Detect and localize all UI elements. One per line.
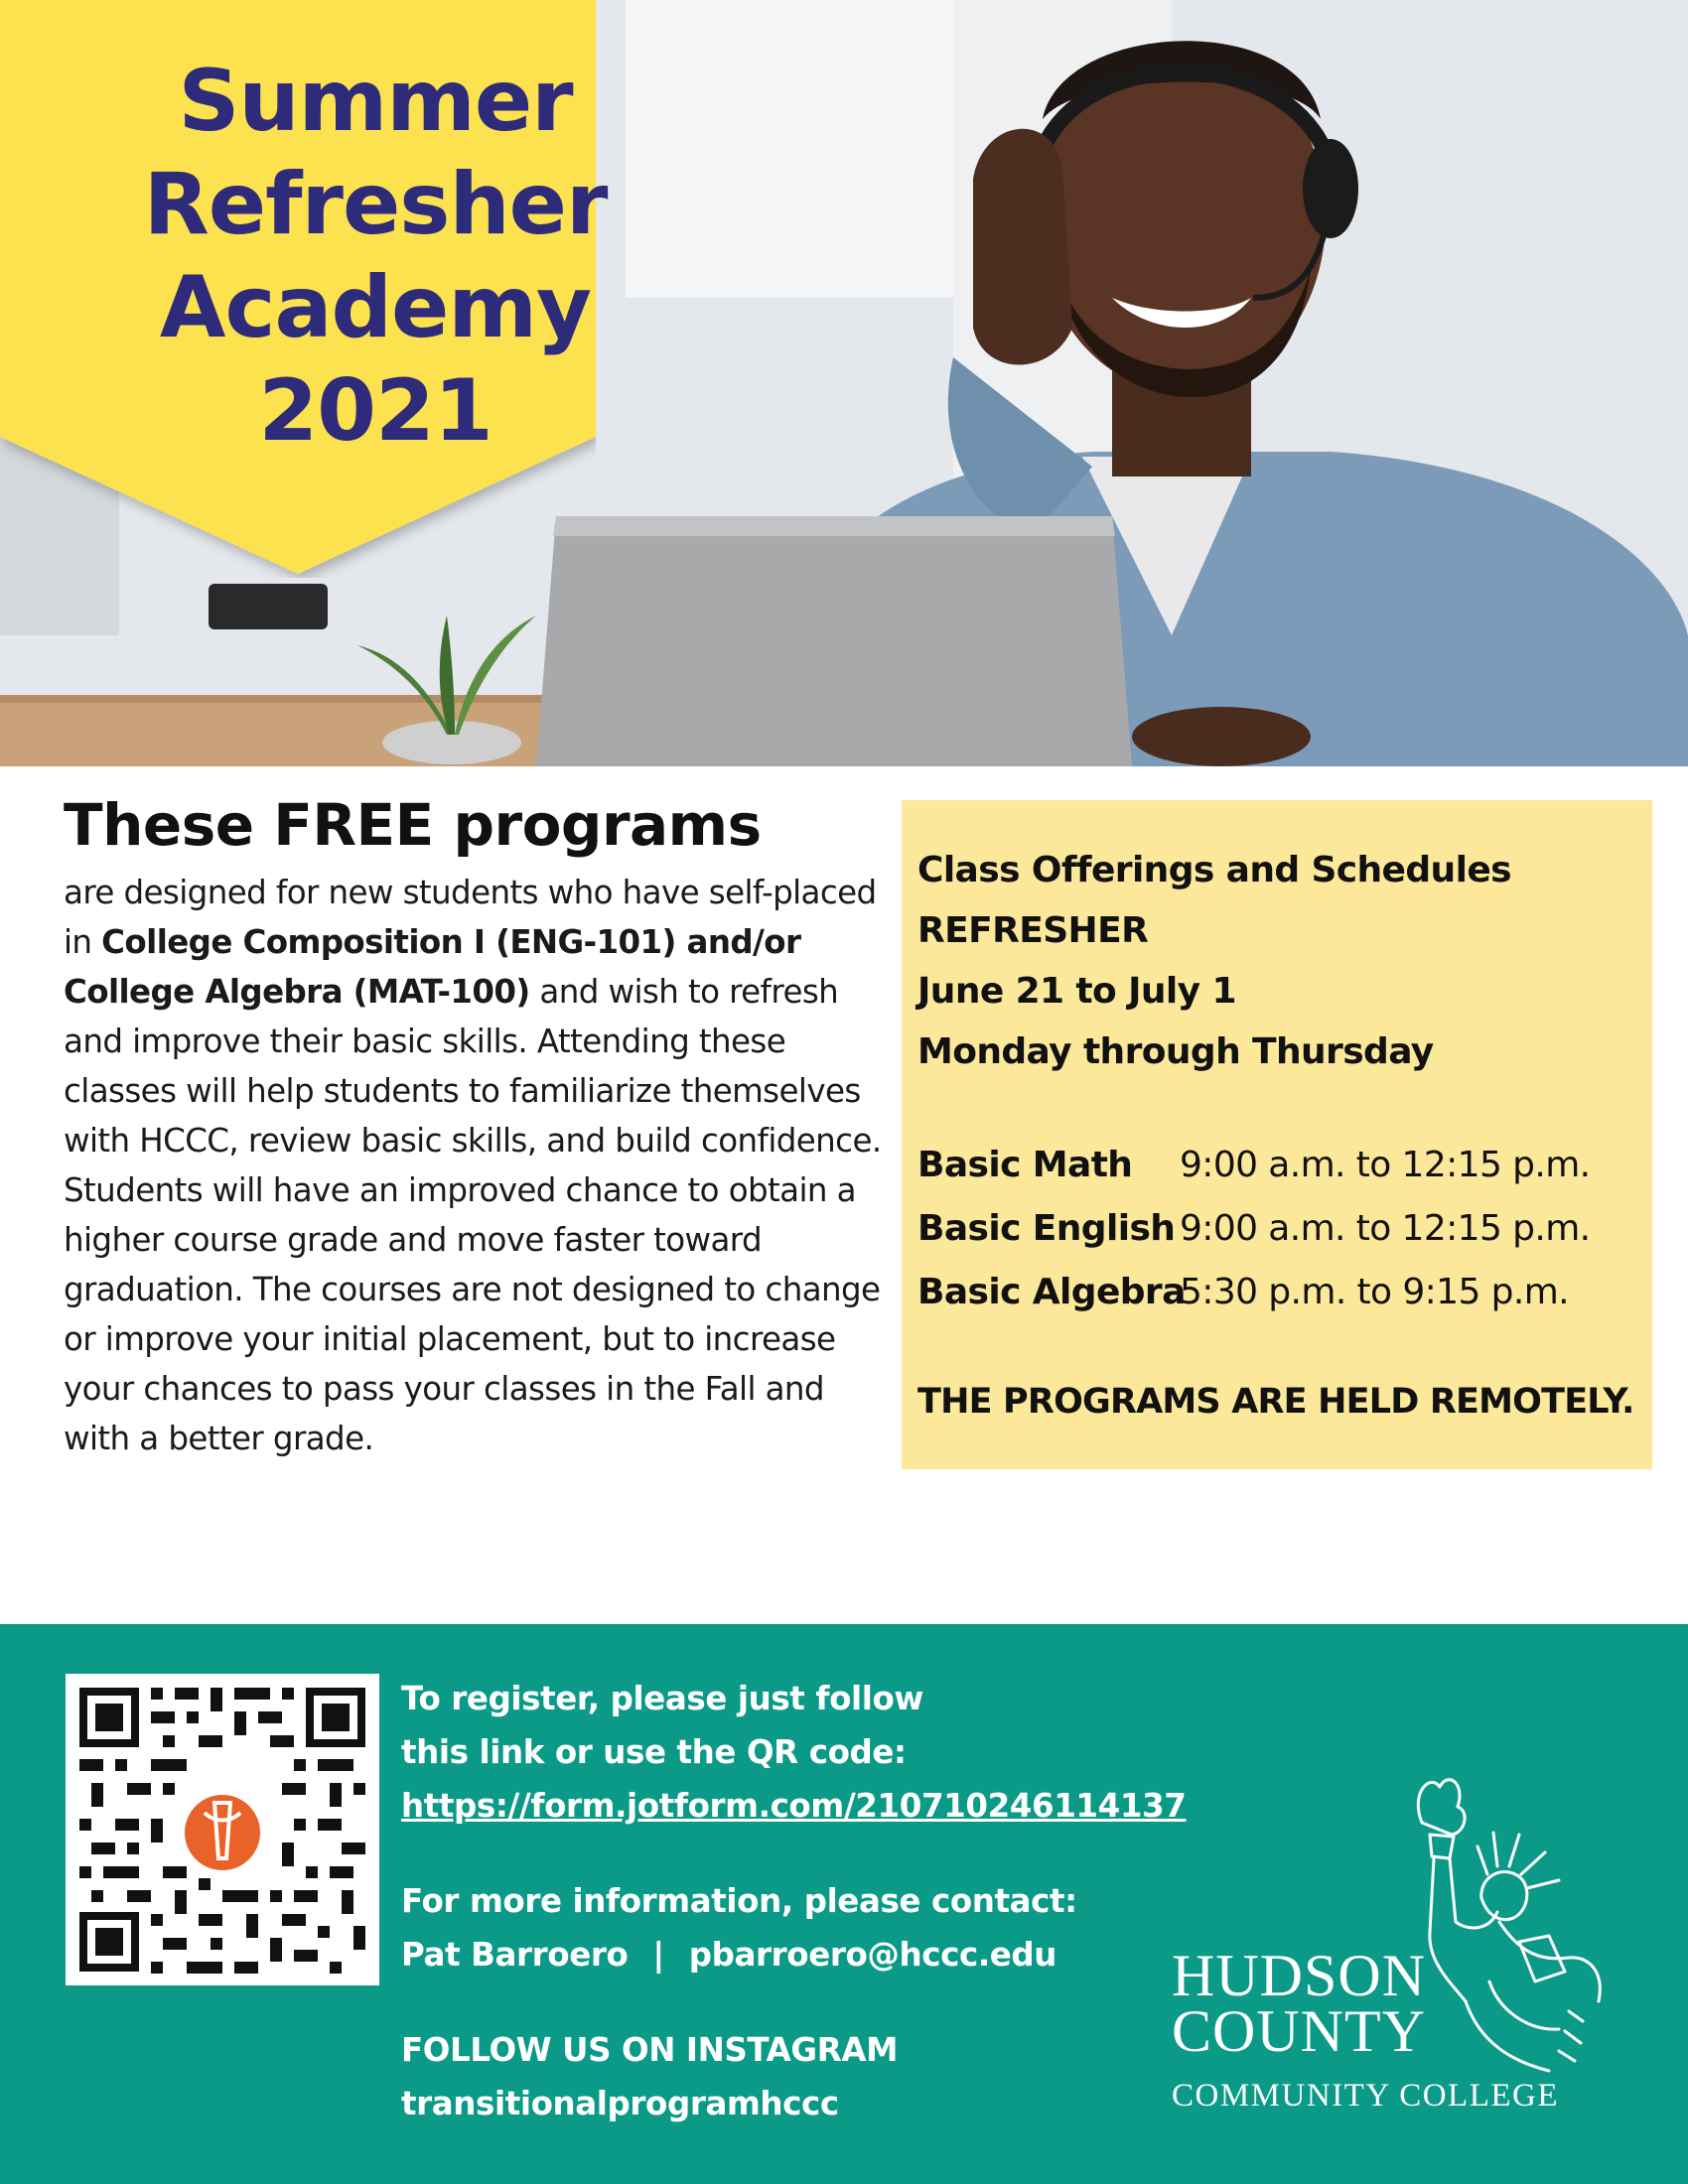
banner-title-line: 2021 (258, 361, 492, 461)
class-time: 9:00 a.m. to 12:15 p.m. (1180, 1145, 1591, 1185)
banner-title-line: Summer (178, 52, 573, 151)
register-line: this link or use the QR code: (401, 1733, 907, 1771)
footer-text (401, 1672, 1187, 2130)
class-row (917, 1197, 1652, 1261)
intro-text: and wish to refresh and improve their basic skills. Attending these classes will help students to familiarize themselves with HCCC, review basic skills, and build confidence. Students will have an improved chance to obtain a higher course grade and move faster toward graduation. The courses are not designed to change or improve your initial placement, but to increase your chances to pass your classes in the Fall and with a better grade. (64, 973, 882, 1457)
schedule-classes (917, 1134, 1652, 1324)
qr-code-icon (66, 1674, 379, 1985)
schedule-box (902, 800, 1652, 1469)
banner-title (77, 50, 673, 463)
schedule-days: Monday through Thursday (917, 1031, 1434, 1072)
class-time: 5:30 p.m. to 9:15 p.m. (1180, 1272, 1570, 1312)
hero-photo (0, 0, 1688, 766)
banner-title-line: Refresher (143, 155, 608, 254)
remote-note: THE PROGRAMS ARE HELD REMOTELY. (917, 1382, 1634, 1422)
class-row (917, 1261, 1652, 1324)
class-row (917, 1134, 1652, 1197)
registration-link[interactable]: https://form.jotform.com/210710246114137 (401, 1787, 1187, 1825)
intro-courses: College Composition I (ENG-101) and/or College Algebra (MAT-100) (64, 923, 801, 1011)
logo-line: COMMUNITY COLLEGE (1172, 2078, 1559, 2114)
schedule-program: REFRESHER (917, 910, 1149, 951)
footer-band (0, 1624, 1688, 2184)
contact-separator: | (652, 1936, 664, 1974)
contact-email[interactable]: pbarroero@hccc.edu (688, 1936, 1057, 1974)
class-time: 9:00 a.m. to 12:15 p.m. (1180, 1208, 1591, 1249)
class-course: Basic English (917, 1208, 1176, 1249)
qr-code[interactable] (66, 1674, 379, 1985)
schedule-dates: June 21 to July 1 (917, 971, 1236, 1012)
class-course: Basic Algebra (917, 1272, 1186, 1312)
banner-title-line: Academy (159, 258, 592, 357)
register-line: To register, please just follow (401, 1680, 924, 1717)
logo-line: HUDSON (1172, 1943, 1427, 2008)
contact-label: For more information, please contact: (401, 1882, 1077, 1920)
college-logo (1172, 1943, 1648, 2120)
intro-body (64, 868, 888, 1463)
class-course: Basic Math (917, 1145, 1133, 1185)
instagram-label: FOLLOW US ON INSTAGRAM (401, 2031, 899, 2069)
contact-name: Pat Barroero (401, 1936, 629, 1974)
instagram-handle[interactable]: transitionalprogramhccc (401, 2085, 839, 2122)
schedule-heading: Class Offerings and Schedules (917, 850, 1511, 890)
intro-heading: These FREE programs (64, 791, 762, 859)
logo-line: COUNTY (1172, 1998, 1426, 2064)
intro-text: are designed for new students who have self-placed in (64, 874, 877, 961)
contact-line (401, 1928, 1156, 1981)
